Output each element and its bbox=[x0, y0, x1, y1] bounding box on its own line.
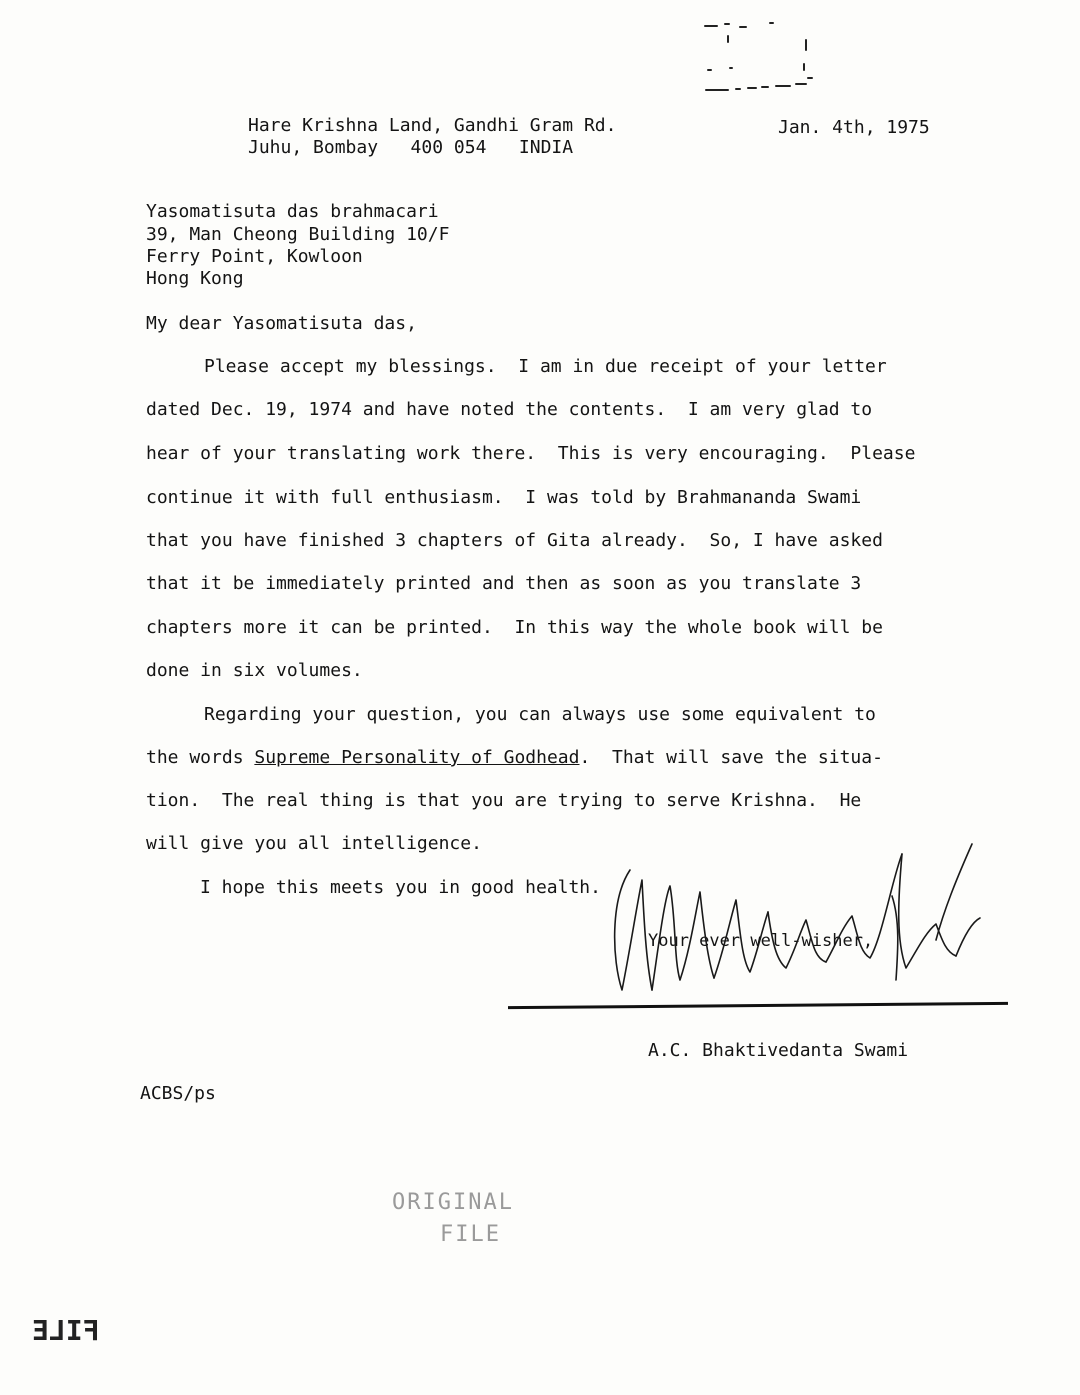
closing-phrase: Your ever well-wisher, bbox=[648, 931, 874, 951]
letter-date: Jan. 4th, 1975 bbox=[778, 117, 930, 138]
closing-wish: I hope this meets you in good health. bbox=[200, 877, 601, 898]
recipient-name: Yasomatisuta das brahmacari bbox=[146, 201, 439, 222]
signature-line bbox=[508, 1002, 1008, 1009]
stamp-line2: FILE bbox=[440, 1222, 501, 1247]
recipient-address-line1: 39, Man Cheong Building 10/F bbox=[146, 224, 450, 245]
recipient-address-line2: Ferry Point, Kowloon bbox=[146, 246, 363, 267]
recipient-address-line3: Hong Kong bbox=[146, 268, 244, 289]
corner-mark-icon bbox=[700, 18, 820, 98]
letterhead-address-line1: Hare Krishna Land, Gandhi Gram Rd. bbox=[248, 115, 617, 136]
underlined-phrase: Supreme Personality of Godhead bbox=[254, 747, 580, 768]
body-line: chapters more it can be printed. In this way the whole book will be bbox=[146, 617, 883, 638]
salutation: My dear Yasomatisuta das, bbox=[146, 313, 417, 334]
body-line: tion. The real thing is that you are trying to serve Krishna. He bbox=[146, 790, 862, 811]
signatory-name: A.C. Bhaktivedanta Swami bbox=[648, 1040, 909, 1061]
body-line: hear of your translating work there. This is very encouraging. Please bbox=[146, 443, 916, 464]
signature-icon bbox=[600, 840, 1000, 1000]
body-text: the words bbox=[146, 747, 255, 768]
letterhead-address-line2: Juhu, Bombay 400 054 INDIA bbox=[248, 137, 574, 158]
body-line: done in six volumes. bbox=[146, 660, 363, 681]
stamp-line1: ORIGINAL bbox=[392, 1190, 514, 1215]
body-line: Please accept my blessings. I am in due receipt of your letter bbox=[204, 356, 887, 377]
body-line: dated Dec. 19, 1974 and have noted the contents. I am very glad to bbox=[146, 399, 873, 420]
body-line: will give you all intelligence. bbox=[146, 833, 482, 854]
body-text: . That will save the situa- bbox=[579, 747, 883, 768]
body-line bbox=[146, 747, 883, 769]
body-line: that you have finished 3 chapters of Gita already. So, I have asked bbox=[146, 530, 883, 551]
body-line: Regarding your question, you can always use some equivalent to bbox=[204, 704, 876, 725]
typist-initials: ACBS/ps bbox=[140, 1083, 216, 1104]
body-line: continue it with full enthusiasm. I was told by Brahmananda Swami bbox=[146, 487, 862, 508]
body-line: that it be immediately printed and then as soon as you translate 3 bbox=[146, 573, 862, 594]
margin-file-mark: FILE bbox=[32, 1314, 100, 1347]
